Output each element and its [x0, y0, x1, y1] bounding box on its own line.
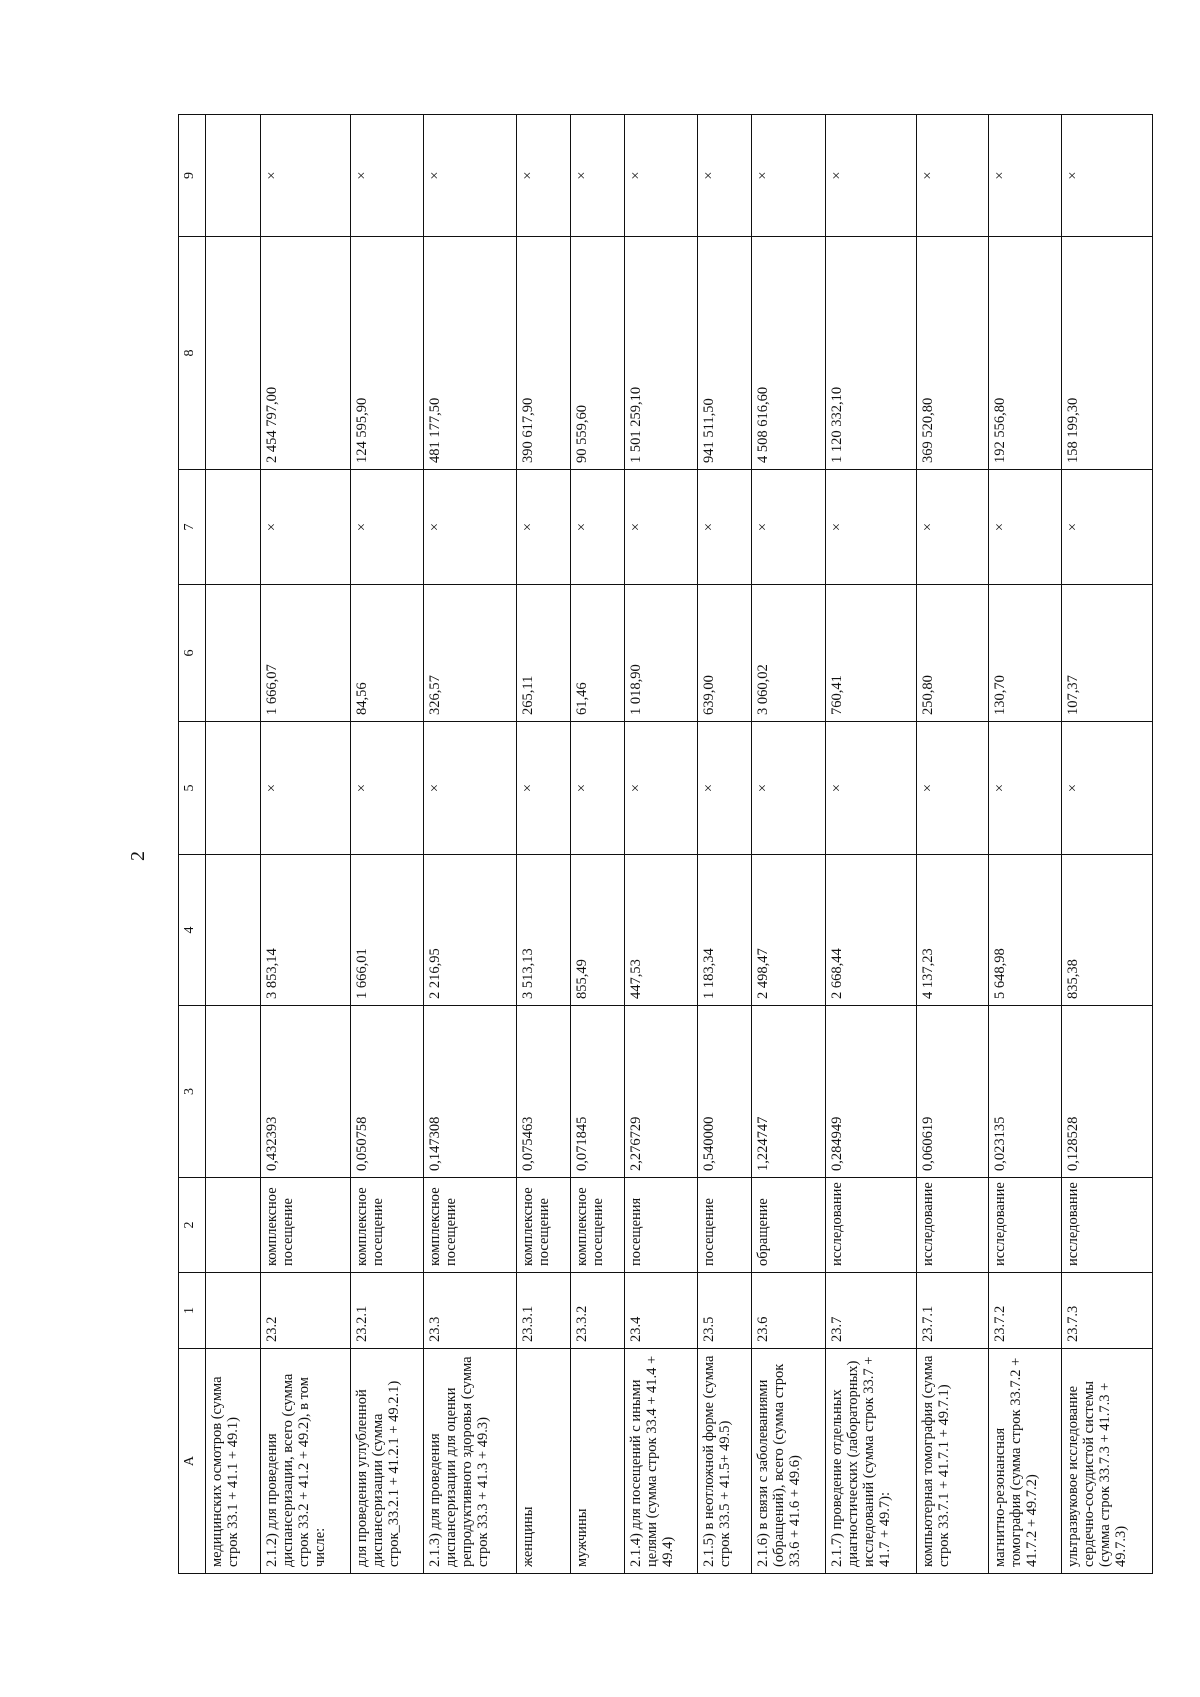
cell-name: 2.1.2) для проведения диспансеризации, всего (сумма строк 33.2 + 41.2 + 49.2), в том числе:	[261, 1349, 351, 1574]
cell-col-4: 2 668,44	[825, 855, 916, 1006]
cell-col-6	[206, 585, 261, 722]
cell-name: женщины	[516, 1349, 570, 1574]
cell-col-8: 1 120 332,10	[825, 237, 916, 470]
cell-col-3: 1,224747	[752, 1006, 826, 1178]
table-row	[825, 115, 916, 1574]
cell-col-5	[206, 722, 261, 855]
cell-name: 2.1.4) для посещений с иными целями (сумма строк 33.4 + 41.4 + 49.4)	[625, 1349, 698, 1574]
cell-col-9: ×	[916, 115, 989, 237]
table-row	[351, 115, 424, 1574]
cell-col-7: ×	[825, 470, 916, 585]
table-row	[1061, 115, 1152, 1574]
cell-unit: обращение	[752, 1178, 826, 1273]
cell-col-6: 107,37	[1061, 585, 1152, 722]
cell-unit: исследование	[825, 1178, 916, 1273]
cell-col-3: 2,276729	[625, 1006, 698, 1178]
cell-col-3: 0,050758	[351, 1006, 424, 1178]
cell-name: 2.1.7) проведение отдельных диагностических (лабораторных) исследований (сумма строк 33.7 + 41.7 + 49.7):	[825, 1349, 916, 1574]
cell-col-6: 3 060,02	[752, 585, 826, 722]
cell-col-6: 61,46	[571, 585, 625, 722]
cell-unit: исследование	[1061, 1178, 1152, 1273]
table-row	[697, 115, 751, 1574]
cell-col-5: ×	[571, 722, 625, 855]
cell-col-6: 265,11	[516, 585, 570, 722]
cell-col-4: 4 137,23	[916, 855, 989, 1006]
cell-line-code: 23.7.2	[989, 1273, 1062, 1349]
header-cell-5: 5	[179, 722, 206, 855]
cell-col-6: 250,80	[916, 585, 989, 722]
table-row	[989, 115, 1062, 1574]
cell-col-3	[206, 1006, 261, 1178]
cell-name: компьютерная томография (сумма строк 33.7.1 + 41.7.1 + 49.7.1)	[916, 1349, 989, 1574]
cell-col-7: ×	[261, 470, 351, 585]
header-cell-8: 8	[179, 237, 206, 470]
cell-col-7: ×	[916, 470, 989, 585]
cell-unit: комплексное посещение	[261, 1178, 351, 1273]
cell-unit: исследование	[916, 1178, 989, 1273]
cell-col-4: 2 498,47	[752, 855, 826, 1006]
cell-name: 2.1.5) в неотложной форме (сумма строк 33.5 + 41.5+ 49.5)	[697, 1349, 751, 1574]
cell-name: 2.1.6) в связи с заболеваниями (обращений), всего (сумма строк 33.6 + 41.6 + 49.6)	[752, 1349, 826, 1574]
cell-col-6: 326,57	[423, 585, 516, 722]
cell-col-4: 2 216,95	[423, 855, 516, 1006]
cell-col-7	[206, 470, 261, 585]
cell-line-code: 23.2.1	[351, 1273, 424, 1349]
cell-col-9: ×	[1061, 115, 1152, 237]
cell-col-6: 84,56	[351, 585, 424, 722]
cell-col-9: ×	[625, 115, 698, 237]
cell-col-7: ×	[697, 470, 751, 585]
cell-col-5: ×	[423, 722, 516, 855]
cell-name: медицинских осмотров (сумма строк 33.1 + 41.1 + 49.1)	[206, 1349, 261, 1574]
cell-col-4: 1 183,34	[697, 855, 751, 1006]
cell-col-9: ×	[351, 115, 424, 237]
table-row	[423, 115, 516, 1574]
table-row	[752, 115, 826, 1574]
cell-col-7: ×	[351, 470, 424, 585]
cell-col-6: 639,00	[697, 585, 751, 722]
cell-col-6: 1 666,07	[261, 585, 351, 722]
cell-col-7: ×	[571, 470, 625, 585]
cell-col-8: 1 501 259,10	[625, 237, 698, 470]
cell-line-code	[206, 1273, 261, 1349]
cell-unit	[206, 1178, 261, 1273]
cell-col-5: ×	[351, 722, 424, 855]
cell-col-9: ×	[516, 115, 570, 237]
cell-unit: посещение	[697, 1178, 751, 1273]
cell-col-5: ×	[1061, 722, 1152, 855]
cell-col-9	[206, 115, 261, 237]
cell-col-8	[206, 237, 261, 470]
cell-col-4	[206, 855, 261, 1006]
header-cell-3: 3	[179, 1006, 206, 1178]
cell-unit: комплексное посещение	[423, 1178, 516, 1273]
cell-col-4: 3 513,13	[516, 855, 570, 1006]
cell-col-9: ×	[261, 115, 351, 237]
cell-name: магнитно-резонансная томография (сумма строк 33.7.2 + 41.7.2 + 49.7.2)	[989, 1349, 1062, 1574]
cell-col-8: 124 595,90	[351, 237, 424, 470]
cell-line-code: 23.3.2	[571, 1273, 625, 1349]
cell-line-code: 23.3.1	[516, 1273, 570, 1349]
cell-col-9: ×	[423, 115, 516, 237]
cell-line-code: 23.5	[697, 1273, 751, 1349]
cell-col-7: ×	[516, 470, 570, 585]
cell-col-5: ×	[989, 722, 1062, 855]
cell-col-7: ×	[625, 470, 698, 585]
cell-name: мужчины	[571, 1349, 625, 1574]
cell-col-3: 0,147308	[423, 1006, 516, 1178]
cell-col-3: 0,432393	[261, 1006, 351, 1178]
header-cell-7: 7	[179, 470, 206, 585]
cell-col-6: 760,41	[825, 585, 916, 722]
cell-line-code: 23.3	[423, 1273, 516, 1349]
cell-col-9: ×	[571, 115, 625, 237]
cell-col-5: ×	[825, 722, 916, 855]
cell-col-3: 0,071845	[571, 1006, 625, 1178]
cell-line-code: 23.7.1	[916, 1273, 989, 1349]
page-number: 2	[126, 851, 149, 861]
cell-col-9: ×	[697, 115, 751, 237]
cell-unit: комплексное посещение	[516, 1178, 570, 1273]
table-row	[916, 115, 989, 1574]
cell-col-3: 0,023135	[989, 1006, 1062, 1178]
cell-col-4: 1 666,01	[351, 855, 424, 1006]
header-cell-9: 9	[179, 115, 206, 237]
cell-col-3: 0,075463	[516, 1006, 570, 1178]
header-cell-4: 4	[179, 855, 206, 1006]
header-row	[179, 115, 206, 1574]
cell-col-8: 2 454 797,00	[261, 237, 351, 470]
cell-unit: комплексное посещение	[351, 1178, 424, 1273]
header-cell-a: А	[179, 1349, 206, 1574]
table-row	[571, 115, 625, 1574]
cell-col-9: ×	[752, 115, 826, 237]
cell-col-9: ×	[825, 115, 916, 237]
cell-col-8: 90 559,60	[571, 237, 625, 470]
table-row	[206, 115, 261, 1574]
table-container	[178, 115, 1153, 1574]
cell-col-8: 941 511,50	[697, 237, 751, 470]
cell-unit: посещения	[625, 1178, 698, 1273]
cell-col-8: 481 177,50	[423, 237, 516, 470]
cell-name: для проведения углубленной диспансеризации (сумма строк_33.2.1 + 41.2.1 + 49.2.1)	[351, 1349, 424, 1574]
cell-col-5: ×	[625, 722, 698, 855]
cell-col-3: 0,540000	[697, 1006, 751, 1178]
cell-col-3: 0,284949	[825, 1006, 916, 1178]
cell-col-8: 158 199,30	[1061, 237, 1152, 470]
cell-col-5: ×	[261, 722, 351, 855]
cell-col-9: ×	[989, 115, 1062, 237]
cell-col-7: ×	[1061, 470, 1152, 585]
cell-col-7: ×	[752, 470, 826, 585]
cell-unit: исследование	[989, 1178, 1062, 1273]
cell-col-8: 192 556,80	[989, 237, 1062, 470]
header-cell-2: 2	[179, 1178, 206, 1273]
cell-col-4: 835,38	[1061, 855, 1152, 1006]
cell-col-4: 855,49	[571, 855, 625, 1006]
cell-col-7: ×	[989, 470, 1062, 585]
table-row	[625, 115, 698, 1574]
cell-name: 2.1.3) для проведения диспансеризации для оценки репродуктивного здоровья (сумма строк 33.3 + 41.3 + 49.3)	[423, 1349, 516, 1574]
cell-unit: комплексное посещение	[571, 1178, 625, 1273]
cell-line-code: 23.7	[825, 1273, 916, 1349]
cell-col-8: 4 508 616,60	[752, 237, 826, 470]
cell-col-3: 0,128528	[1061, 1006, 1152, 1178]
table-row	[516, 115, 570, 1574]
data-table	[178, 114, 1153, 1574]
cell-col-5: ×	[916, 722, 989, 855]
cell-col-7: ×	[423, 470, 516, 585]
table-row	[261, 115, 351, 1574]
header-cell-6: 6	[179, 585, 206, 722]
cell-name: ультразвуковое исследование сердечно-сосудистой системы (сумма строк 33.7.3 + 41.7.3 + 49.7.3)	[1061, 1349, 1152, 1574]
cell-line-code: 23.2	[261, 1273, 351, 1349]
cell-col-8: 390 617,90	[516, 237, 570, 470]
cell-col-4: 447,53	[625, 855, 698, 1006]
cell-col-5: ×	[752, 722, 826, 855]
header-cell-1: 1	[179, 1273, 206, 1349]
cell-line-code: 23.6	[752, 1273, 826, 1349]
cell-col-8: 369 520,80	[916, 237, 989, 470]
cell-col-6: 1 018,90	[625, 585, 698, 722]
cell-col-3: 0,060619	[916, 1006, 989, 1178]
cell-col-4: 5 648,98	[989, 855, 1062, 1006]
cell-col-4: 3 853,14	[261, 855, 351, 1006]
cell-line-code: 23.7.3	[1061, 1273, 1152, 1349]
cell-col-5: ×	[697, 722, 751, 855]
cell-col-6: 130,70	[989, 585, 1062, 722]
cell-col-5: ×	[516, 722, 570, 855]
cell-line-code: 23.4	[625, 1273, 698, 1349]
